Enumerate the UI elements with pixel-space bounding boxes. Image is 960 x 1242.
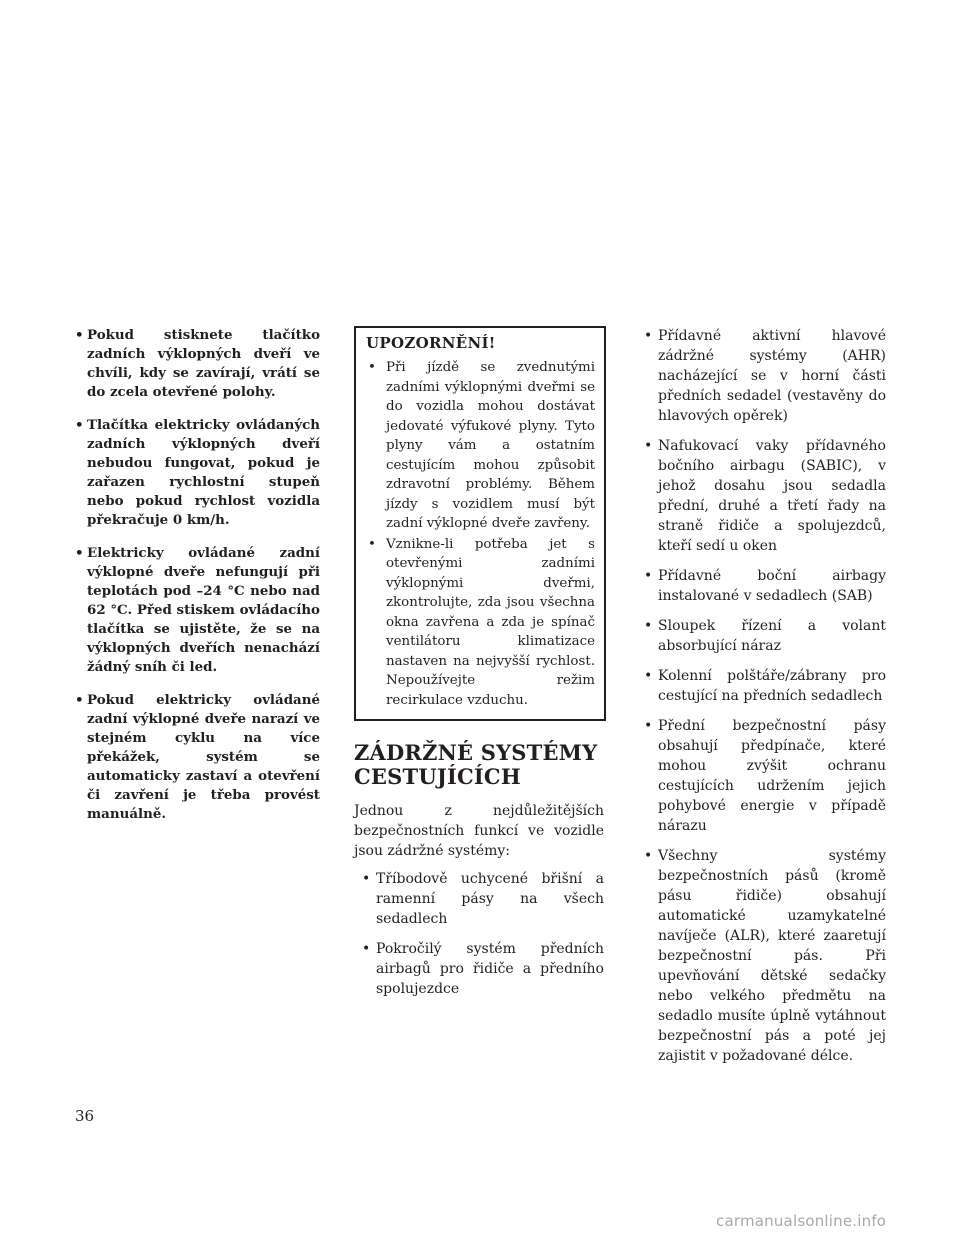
- section-title-line: CESTUJÍCÍCH: [354, 764, 521, 789]
- list-item: • Přídavné boční airbagy instalované v sedadlech (SAB): [636, 566, 886, 606]
- page-number: 36: [75, 1107, 95, 1125]
- list-item: • Pokročilý systém předních airbagů pro řidiče a předního spolujezdce: [354, 939, 604, 999]
- warning-list: [366, 358, 595, 710]
- list-item: • Pokud stisknete tlačítko zadních výklopných dveří ve chvíli, kdy se zavírají, vrátí se do zcela otevřené polohy.: [75, 326, 320, 402]
- list-item: • Nafukovací vaky přídavného bočního airbagu (SABIC), v jehož dosahu jsou sedadla přední, druhé a třetí řady na straně řidiče a spolujezdců, kteří sedí u oken: [636, 436, 886, 556]
- warning-title: UPOZORNĚNÍ!: [366, 334, 496, 352]
- tailgate-notes-list: [75, 326, 320, 824]
- right-column: [636, 326, 886, 1076]
- list-item: • Tlačítka elektricky ovládaných zadních výklopných dveří nebudou fungovat, pokud je zařazen rychlostní stupeň nebo pokud rychlost vozidla překračuje 0 km/h.: [75, 416, 320, 530]
- list-item: • Při jízdě se zvednutými zadními výklopnými dveřmi se do vozidla mohou dostávat jedovaté výfukové plyny. Tyto plyny vám a ostatním cestujícím mohou způsobit zdravotní problémy. Během jízdy s vozidlem musí být zadní výklopné dveře zavřeny.: [366, 358, 595, 534]
- list-item: • Elektricky ovládané zadní výklopné dveře nefungují při teplotách pod –24 °C nebo nad 62 °C. Před stiskem ovládacího tlačítka se ujistěte, že se na výklopných dveřích nenachází žádný sníh či led.: [75, 544, 320, 677]
- section-intro: Jednou z nejdůležitějších bezpečnostních funkcí ve vozidle jsou zádržné systémy:: [354, 803, 604, 859]
- section-title-line: ZÁDRŽNÉ SYSTÉMY: [354, 740, 598, 765]
- list-item: • Přídavné aktivní hlavové zádržné systémy (AHR) nacházející se v horní části předních sedadel (vestavěny do hlavových opěrek): [636, 326, 886, 426]
- list-item: • Kolenní polštáře/zábrany pro cestující na předních sedadlech: [636, 666, 886, 706]
- list-item: • Všechny systémy bezpečnostních pásů (kromě pásu řidiče) obsahují automatické uzamykatelné navíječe (ALR), které zaaretují bezpečnostní pás. Při upevňování dětské sedačky nebo velkého předmětu na sedadlo musíte úplně vytáhnout bezpečnostní pás a poté jej zajistit v požadované délce.: [636, 846, 886, 1066]
- list-item: • Pokud elektricky ovládané zadní výklopné dveře narazí ve stejném cyklu na více překážek, systém se automaticky zastaví a otevření či zavření je třeba provést manuálně.: [75, 691, 320, 824]
- restraint-list-continued: [636, 326, 886, 1066]
- warning-box: [354, 326, 606, 721]
- list-item: • Tříbodově uchycené břišní a ramenní pásy na všech sedadlech: [354, 869, 604, 929]
- watermark: carmanualsonline.info: [716, 1212, 887, 1230]
- list-item: • Přední bezpečnostní pásy obsahují předpínače, které mohou zvýšit ochranu cestujících udržením jejich pohybové energie v případě nárazu: [636, 716, 886, 836]
- section-title: [354, 741, 604, 789]
- restraint-list: [354, 869, 604, 999]
- middle-column: [354, 326, 604, 1009]
- left-column: [75, 326, 320, 838]
- list-item: • Sloupek řízení a volant absorbující náraz: [636, 616, 886, 656]
- list-item: • Vznikne-li potřeba jet s otevřenými zadními výklopnými dveřmi, zkontrolujte, zda jsou všechna okna zavřena a zda je spínač ventilátoru klimatizace nastaven na nejvyšší rychlost. Nepoužívejte režim recirkulace vzduchu.: [366, 535, 595, 711]
